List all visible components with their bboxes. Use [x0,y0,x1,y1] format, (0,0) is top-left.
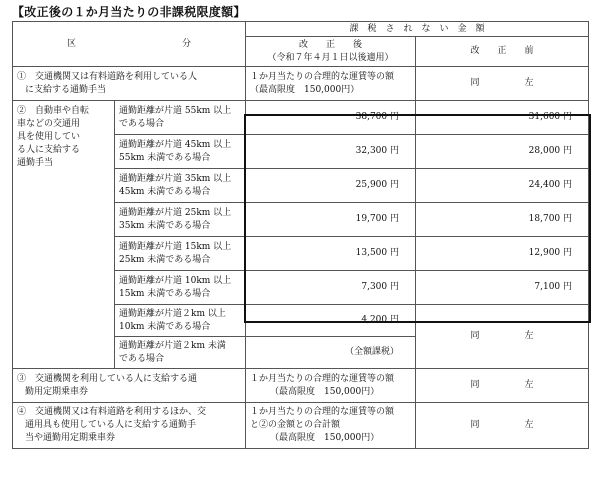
after-amount: 13,500 円 [246,237,416,271]
distance-line2: 45km 未満である場合 [119,186,211,197]
row3-label [13,369,246,403]
row4-label-line2: 通用具も使用している人に支給する通勤手 [25,420,197,430]
after-amount: 7,300 円 [246,271,416,305]
distance-cell [115,101,246,135]
distance-line1: 通勤距離が片道 25km 以上 [119,207,232,218]
distance-line2: である場合 [119,118,165,129]
after-amount: 32,300 円 [246,135,416,169]
distance-line1: 通勤距離が片道 35km 以上 [119,173,232,184]
header-kubun-right: 分 [181,38,191,49]
distance-cell [115,271,246,305]
before-amount: 28,000 円 [416,135,589,169]
before-amount: 24,400 円 [416,169,589,203]
row2-label-line1: 自動車や自転 [35,106,90,116]
distance-line2: 15km 未満である場合 [119,288,211,299]
row3-after-line2: （最高限度 150,000円） [270,386,380,397]
row4-after-line1: １か月当たりの合理的な運賃等の額 [250,407,395,417]
row3-after [246,369,416,403]
tax-exemption-table [12,21,589,449]
header-after-line2: （令和７年４月１日以後適用） [267,52,394,63]
row1-after [246,67,416,101]
header-kubun [13,22,246,67]
header-after [246,37,416,67]
distance-line2: である場合 [119,353,165,364]
row4-after-line3: （最高限度 150,000円） [270,433,380,443]
distance-cell [115,135,246,169]
distance-cell [115,337,246,369]
header-kubun-left: 区 [67,38,77,49]
after-amount: 25,900 円 [246,169,416,203]
distance-line1: 通勤距離が片道 45km 以上 [119,139,232,150]
row1-after-line2: （最高限度 150,000円） [250,84,360,95]
distance-line1: 通勤距離が片道２km 以上 [119,308,226,319]
page-title: 【改正後の１か月当たりの非課税限度額】 [12,5,246,19]
header-amount: 課 税 さ れ な い 金 額 [246,22,589,37]
row1-label [13,67,246,101]
row1-label-line1: ① 交通機関又は有料道路を利用している人 [17,71,198,82]
distance-cell [115,203,246,237]
row2-label-line3: 具を使用してい [17,132,81,142]
distance-line1: 通勤距離が片道２km 未満 [119,340,226,351]
row2-num: ② [17,106,27,116]
distance-cell [115,305,246,337]
after-amount: 19,700 円 [246,203,416,237]
row2-label-line2: 車などの交通用 [17,119,81,129]
before-amount: 12,900 円 [416,237,589,271]
distance-line2: 35km 未満である場合 [119,220,211,231]
before-amount: 18,700 円 [416,203,589,237]
row3-after-line1: １か月当たりの合理的な運賃等の額 [250,373,395,384]
after-amount: （全額課税） [246,337,416,369]
row1-before: 同 左 [416,67,589,101]
before-amount-same: 同 左 [416,305,589,369]
after-amount: 38,700 円 [246,101,416,135]
distance-cell [115,169,246,203]
distance-cell [115,237,246,271]
row4-label [13,403,246,449]
distance-line1: 通勤距離が片道 15km 以上 [119,241,232,252]
row4-before: 同 左 [416,403,589,449]
before-amount: 7,100 円 [416,271,589,305]
distance-line1: 通勤距離が片道 10km 以上 [119,275,232,286]
row4-label-line3: 当や通勤用定期乗車券 [25,433,116,443]
header-before: 改 正 前 [416,37,589,67]
after-amount: 4,200 円 [246,305,416,337]
row3-label-line2: 勤用定期乗車券 [25,386,89,397]
distance-line2: 25km 未満である場合 [119,254,211,265]
row4-after-line2: と②の金額との合計額 [250,420,341,430]
row3-before: 同 左 [416,369,589,403]
row1-after-line1: １か月当たりの合理的な運賃等の額 [250,71,395,82]
row3-label-line1: ③ 交通機関を利用している人に支給する通 [17,373,198,384]
row2-label [13,101,115,369]
header-after-line1: 改 正 後 [298,39,362,50]
distance-line2: 55km 未満である場合 [119,152,211,163]
row4-after [246,403,416,449]
row4-label-line1: ④ 交通機関又は有料道路を利用するほか、交 [17,407,207,417]
row1-label-line2: に支給する通勤手当 [25,84,107,95]
distance-line1: 通勤距離が片道 55km 以上 [119,105,232,116]
row2-label-line5: 通勤手当 [17,158,54,168]
distance-line2: 10km 未満である場合 [119,321,211,332]
row2-label-line4: る人に支給する [17,145,81,155]
before-amount: 31,600 円 [416,101,589,135]
